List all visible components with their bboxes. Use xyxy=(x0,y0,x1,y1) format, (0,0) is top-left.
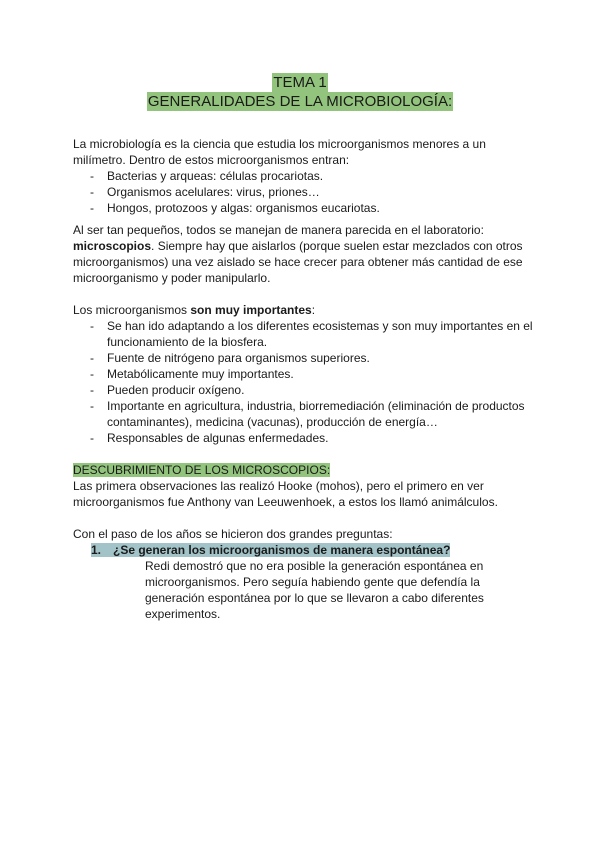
list-item: - Se han ido adaptando a los diferentes ecosistemas y son muy importantes en el funcionamiento de la biosfera. xyxy=(73,318,533,350)
question-1-text: ¿Se generan los microorganismos de manera espontánea? xyxy=(113,543,451,557)
question-1 xyxy=(91,542,511,558)
list-item: - Metabólicamente muy importantes. xyxy=(73,366,533,382)
question-1-answer-text: Redi demostró que no era posible la generación espontánea en microorganismos. Pero seguía habiendo gente que defendía la generación espontánea por lo que se llevaron a cabo diferentes experimentos. xyxy=(145,559,484,621)
list-item: - Hongos, protozoos y algas: organismos eucariotas. xyxy=(73,200,533,216)
lab-text-bold: microscopios xyxy=(73,239,152,253)
importance-text-bold: son muy importantes xyxy=(190,303,312,317)
title-line-2: GENERALIDADES DE LA MICROBIOLOGÍA: xyxy=(147,93,453,110)
lab-text-before: Al ser tan pequeños, todos se manejan de manera parecida en el laboratorio: xyxy=(73,223,484,237)
lab-text-after: . Siempre hay que aislarlos (porque suelen estar mezclados con otros microorganismos) una vez aislado se hace crecer para obtener más cantidad de ese microorganismo y poder manipularlo. xyxy=(73,239,523,285)
importance-section xyxy=(73,302,533,446)
questions-section xyxy=(73,526,533,542)
question-1-number: 1. xyxy=(91,543,102,557)
question-1-answer xyxy=(145,558,495,622)
lab-paragraph xyxy=(73,222,533,286)
list-item: - Bacterias y arqueas: células procariotas. xyxy=(73,168,533,184)
intro-list xyxy=(73,168,533,216)
discovery-section xyxy=(73,462,533,510)
list-item: - Responsables de algunas enfermedades. xyxy=(73,430,533,446)
list-item: - Pueden producir oxígeno. xyxy=(73,382,533,398)
questions-intro: Con el paso de los años se hicieron dos grandes preguntas: xyxy=(73,527,393,541)
intro-section xyxy=(73,136,533,216)
importance-list xyxy=(73,318,533,446)
list-item: - Importante en agricultura, industria, biorremediación (eliminación de productos contaminantes), medicina (vacunas), producción de energía… xyxy=(73,398,533,430)
question-1-heading xyxy=(91,543,450,557)
document-title xyxy=(0,73,600,111)
discovery-heading: DESCUBRIMIENTO DE LOS MICROSCOPIOS: xyxy=(73,463,331,477)
importance-text-before: Los microorganismos xyxy=(73,303,191,317)
intro-paragraph: La microbiología es la ciencia que estudia los microorganismos menores a un milímetro. Dentro de estos microorganismos entran: xyxy=(73,137,486,167)
list-item: - Fuente de nitrógeno para organismos superiores. xyxy=(73,350,533,366)
title-line-1: TEMA 1 xyxy=(273,74,327,91)
list-item: - Organismos acelulares: virus, priones… xyxy=(73,184,533,200)
discovery-paragraph: Las primera observaciones las realizó Hooke (mohos), pero el primero en ver microorganismos fue Anthony van Leeuwenhoek, a estos los llamó animálculos. xyxy=(73,479,498,509)
importance-text-after: : xyxy=(311,303,316,317)
